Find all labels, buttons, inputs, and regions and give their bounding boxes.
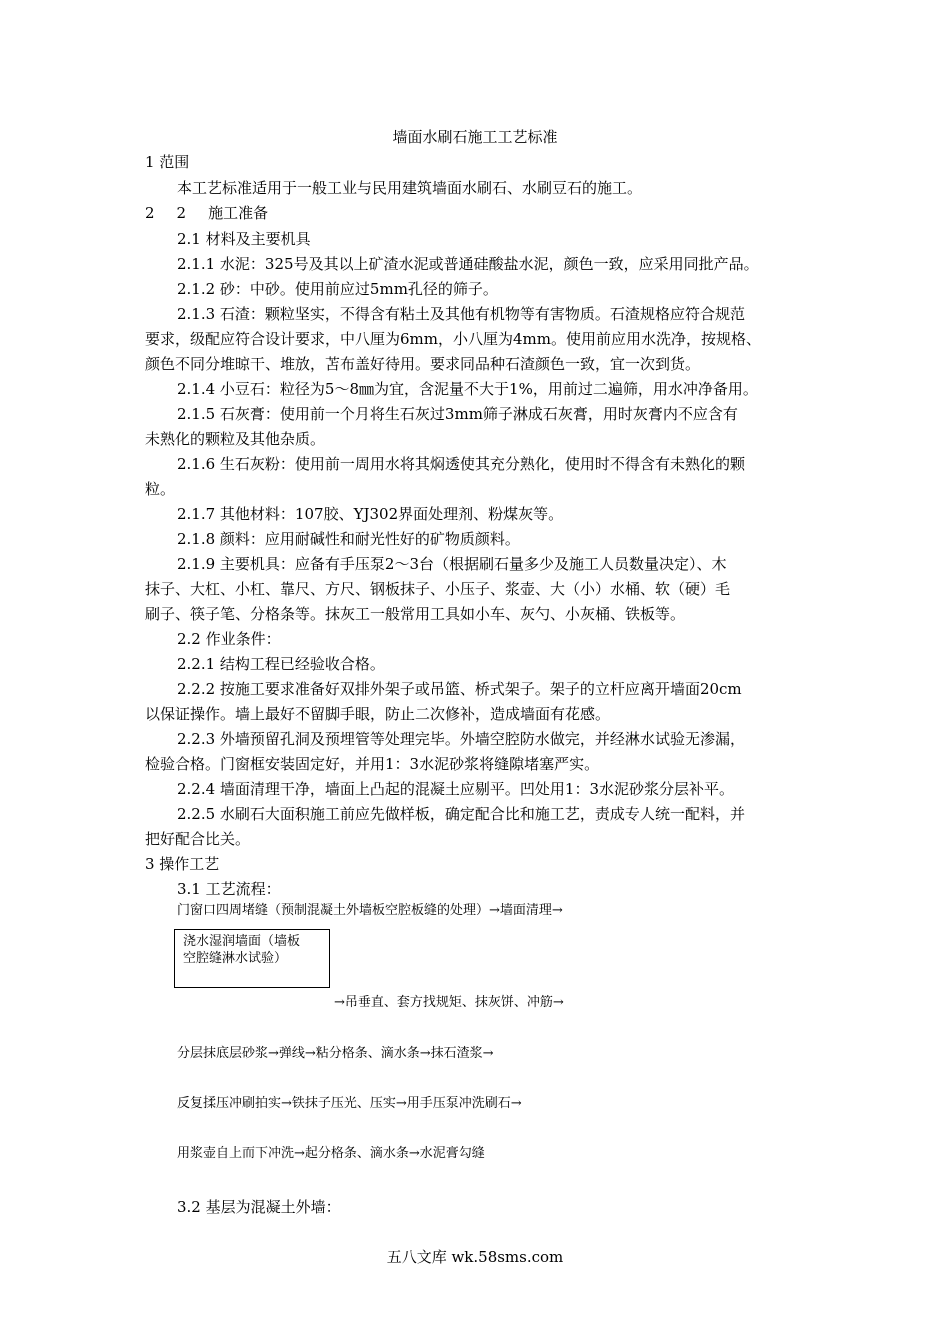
para-3-1: 3.1 工艺流程： [177, 880, 281, 898]
flow-line-5: 用浆壶自上而下冲洗→起分格条、滴水条→水泥膏勾缝 [177, 1146, 485, 1161]
para-2-1-8: 2.1.8 颜料：应用耐碱性和耐光性好的矿物质颜料。 [177, 530, 520, 548]
para-2-1-9-line3: 刷子、筷子笔、分格条等。抹灰工一般常用工具如小车、灰勺、小灰桶、铁板等。 [145, 605, 686, 623]
flow-box-line2: 空腔缝淋水试验） [183, 951, 288, 966]
para-2-2-1: 2.2.1 结构工程已经验收合格。 [177, 655, 385, 673]
para-2-1-5-line1: 2.1.5 石灰膏：使用前一个月将生石灰过3mm筛子淋成石灰膏，用时灰膏内不应含有 [177, 405, 738, 423]
document-title: 墙面水刷石施工工艺标准 [392, 128, 558, 146]
para-2-1-6-line1: 2.1.6 生石灰粉：使用前一周用水将其焖透使其充分熟化，使用时不得含有未熟化的颗 [177, 455, 745, 473]
para-2-1-9-line2: 抹子、大杠、小杠、靠尺、方尺、钢板抹子、小压子、浆壶、大（小）水桶、软（硬）毛 [145, 580, 731, 598]
para-2-1-6-line2: 粒。 [145, 480, 176, 498]
flow-line-3: 分层抹底层砂浆→弹线→粘分格条、滴水条→抹石渣浆→ [177, 1046, 494, 1061]
para-2-2-3-line2: 检验合格。门窗框安装固定好，并用1：3水泥砂浆将缝隙堵塞严实。 [145, 755, 600, 773]
para-2-1-1: 2.1.1 水泥：325号及其以上矿渣水泥或普通硅酸盐水泥，颜色一致，应采用同批产品。 [177, 255, 759, 273]
para-2-2-2-line1: 2.2.2 按施工要求准备好双排外架子或吊篮、桥式架子。架子的立杆应离开墙面20cm [177, 680, 742, 698]
section-1-heading: 1 范围 [145, 153, 190, 171]
section-2-number: 2 [145, 204, 155, 222]
para-2-2-2-line2: 以保证操作。墙上最好不留脚手眼，防止二次修补，造成墙面有花感。 [145, 705, 611, 723]
flow-line-4: 反复揉压冲刷拍实→铁抹子压光、压实→用手压泵冲洗刷石→ [177, 1096, 522, 1111]
para-2-1-3-line3: 颜色不同分堆晾干、堆放，苫布盖好待用。要求同品种石渣颜色一致，宜一次到货。 [145, 355, 701, 373]
para-2-2-5-line1: 2.2.5 水刷石大面积施工前应先做样板，确定配合比和施工艺，责成专人统一配料，并 [177, 805, 745, 823]
para-2-1-3-line2: 要求，级配应符合设计要求，中八厘为6mm，小八厘为4mm。使用前应用水洗净，按规格、 [145, 330, 761, 348]
para-3-2: 3.2 基层为混凝土外墙： [177, 1198, 341, 1216]
flow-line-2: →吊垂直、套方找规矩、抹灰饼、冲筋→ [334, 995, 564, 1010]
para-2-1-2: 2.1.2 砂：中砂。使用前应过5mm孔径的筛子。 [177, 280, 498, 298]
para-2-1-7: 2.1.7 其他材料：107胶、YJ302界面处理剂、粉煤灰等。 [177, 505, 564, 523]
section-2-heading [145, 202, 268, 224]
section-1-body: 本工艺标准适用于一般工业与民用建筑墙面水刷石、水刷豆石的施工。 [177, 179, 643, 197]
para-2-1-5-line2: 未熟化的颗粒及其他杂质。 [145, 430, 326, 448]
section-3-heading: 3 操作工艺 [145, 855, 220, 873]
flow-line-1: 门窗口四周堵缝（预制混凝土外墙板空腔板缝的处理）→墙面清理→ [177, 903, 563, 918]
para-2-1: 2.1 材料及主要机具 [177, 230, 311, 248]
flow-box-line1: 浇水湿润墙面（墙板 [183, 934, 301, 949]
para-2-1-3-line1: 2.1.3 石渣：颗粒坚实，不得含有粘土及其他有机物等有害物质。石渣规格应符合规范 [177, 305, 745, 323]
flow-box [174, 929, 330, 988]
para-2-2-3-line1: 2.2.3 外墙预留孔洞及预埋管等处理完毕。外墙空腔防水做完，并经淋水试验无渗漏， [177, 730, 745, 748]
para-2-2-4: 2.2.4 墙面清理干净，墙面上凸起的混凝土应剔平。凹处用1：3水泥砂浆分层补平。 [177, 780, 735, 798]
footer-watermark: 五八文库 wk.58sms.com [386, 1248, 564, 1266]
para-2-1-4: 2.1.4 小豆石：粒径为5～8㎜为宜，含泥量不大于1%，用前过二遍筛，用水冲净备用。 [177, 380, 758, 398]
section-2-title: 施工准备 [208, 204, 269, 222]
para-2-2-5-line2: 把好配合比关。 [145, 830, 251, 848]
para-2-2: 2.2 作业条件： [177, 630, 281, 648]
para-2-1-9-line1: 2.1.9 主要机具：应备有手压泵2～3台（根据刷石量多少及施工人员数量决定）、木 [177, 555, 727, 573]
section-2-number-dup: 2 [176, 204, 187, 222]
